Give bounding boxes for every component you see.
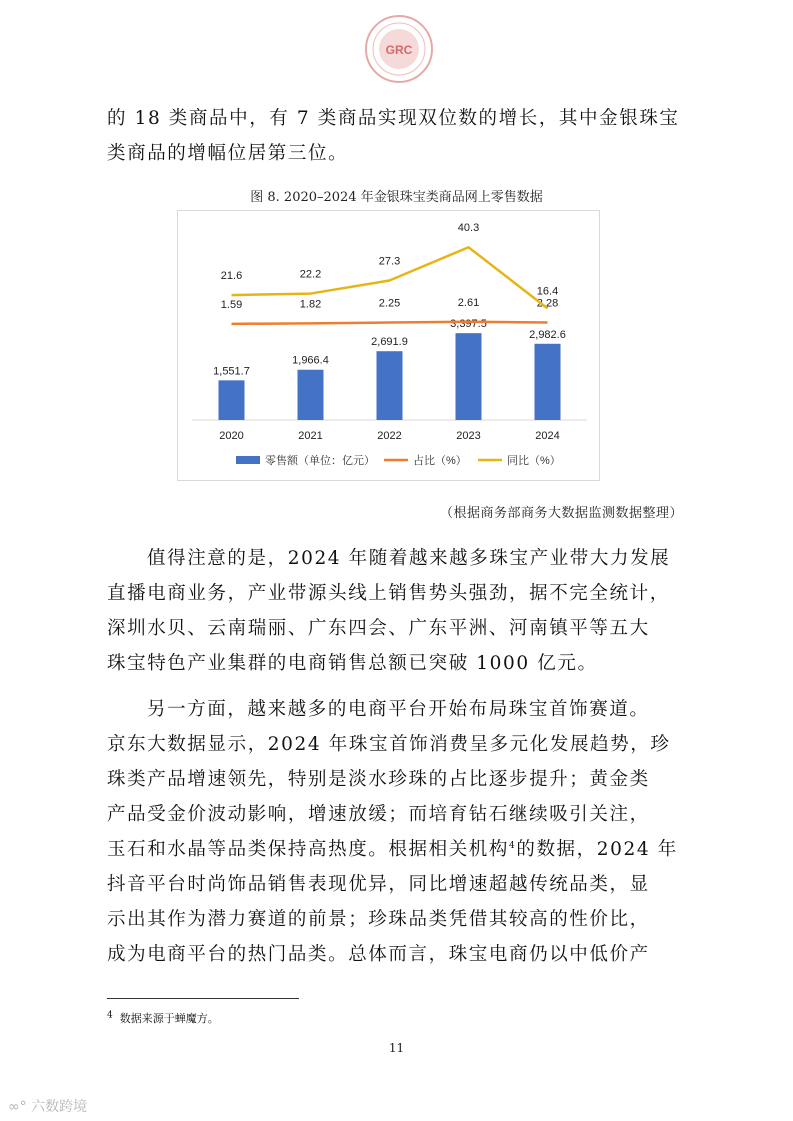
footnote-text: 数据来源于蝉魔方。: [119, 1012, 219, 1025]
figure-caption: 图 8. 2020–2024 年金银珠宝类商品网上零售数据: [250, 190, 543, 205]
text-line: 示出其作为潜力赛道的前景；珍珠品类凭借其较高的性价比，: [107, 909, 650, 930]
text-line: 珠宝特色产业集群的电商销售总额已突破 1000 亿元。: [107, 653, 598, 674]
legend-label: 同比（%）: [507, 455, 561, 467]
footnote-mark: 4: [107, 1010, 113, 1021]
bar-data-label: 1,966.4: [292, 354, 329, 367]
bar-data-label: 3,397.5: [450, 318, 487, 331]
text-line: 值得注意的是，2024 年随着越来越多珠宝产业带大力发展: [147, 548, 671, 569]
body-paragraph-2: [107, 692, 687, 972]
series-line-share: [232, 322, 548, 324]
bar-retail-2023: [456, 333, 482, 420]
line-data-label-yoy: 27.3: [378, 255, 401, 268]
line-data-label-yoy: 22.2: [299, 268, 322, 281]
x-tick-label: 2021: [298, 430, 323, 442]
line-data-label-share: 2.61: [457, 296, 480, 309]
line-data-label-yoy: 16.4: [536, 285, 559, 298]
footnote: [107, 1010, 219, 1026]
text-line: 类商品的增幅位居第三位。: [107, 143, 349, 164]
intro-paragraph: [107, 101, 687, 171]
bar-retail-2021: [298, 370, 324, 420]
bar-data-label: 2,691.9: [371, 336, 408, 349]
text-line: 产品受金价波动影响，增速放缓；而培育钻石继续吸引关注，: [107, 804, 650, 825]
institution-seal-logo: [364, 14, 434, 84]
page-number: 11: [388, 1041, 405, 1055]
text-line: 的 18 类商品中，有 7 类商品实现双位数的增长，其中金银珠宝: [107, 108, 680, 129]
text-line: 珠类产品增速领先，特别是淡水珍珠的占比逐步提升；黄金类: [107, 769, 650, 790]
legend-label: 零售额（单位：亿元）: [265, 455, 375, 467]
text-line: 另一方面，越来越多的电商平台开始布局珠宝首饰赛道。: [147, 699, 650, 720]
watermark: ∞° 六数跨境: [8, 1099, 88, 1115]
chart-container: [177, 210, 600, 481]
footnote-divider: [107, 998, 299, 999]
line-data-label-share: 1.82: [299, 298, 322, 311]
x-tick-label: 2022: [377, 430, 402, 442]
x-tick-label: 2020: [219, 430, 244, 442]
figure-source-note: （根据商务部商务大数据监测数据整理）: [439, 506, 683, 521]
text-line: 京东大数据显示，2024 年珠宝首饰消费呈多元化发展趋势，珍: [107, 734, 671, 755]
watermark-text: 六数跨境: [31, 1099, 88, 1115]
line-data-label-share: 2.28: [536, 297, 559, 310]
text-line: 直播电商业务，产业带源头线上销售势头强劲，据不完全统计，: [107, 583, 670, 604]
x-tick-label: 2023: [456, 430, 481, 442]
text-segment: 玉石和水晶等品类保持高热度。根据相关机构: [107, 839, 510, 860]
line-data-label-share: 2.25: [378, 297, 401, 310]
line-data-label-yoy: 21.6: [220, 270, 243, 283]
line-data-label-yoy: 40.3: [457, 222, 480, 235]
bar-data-label: 1,551.7: [213, 365, 250, 378]
bar-data-label: 2,982.6: [529, 328, 566, 341]
legend-label: 占比（%）: [413, 455, 467, 467]
bar-retail-2024: [535, 344, 561, 420]
line-data-label-share: 1.59: [220, 298, 243, 311]
bar-retail-2022: [377, 351, 403, 420]
bar-retail-2020: [219, 380, 245, 420]
x-tick-label: 2024: [535, 430, 560, 442]
footnote-reference[interactable]: 4: [509, 840, 517, 851]
text-segment: 的数据，2024 年: [516, 839, 678, 860]
text-line: 成为电商平台的热门品类。总体而言，珠宝电商仍以中低价产: [107, 944, 650, 965]
logo-text: GRC: [385, 43, 413, 57]
body-paragraph-1: [107, 541, 687, 681]
combo-chart: [178, 211, 599, 480]
text-line: 抖音平台时尚饰品销售表现优异，同比增速超越传统品类，显: [107, 874, 650, 895]
legend-swatch-bar: [236, 456, 260, 464]
text-line: [107, 832, 687, 867]
text-line: 深圳水贝、云南瑞丽、广东四会、广东平洲、河南镇平等五大: [107, 618, 650, 639]
